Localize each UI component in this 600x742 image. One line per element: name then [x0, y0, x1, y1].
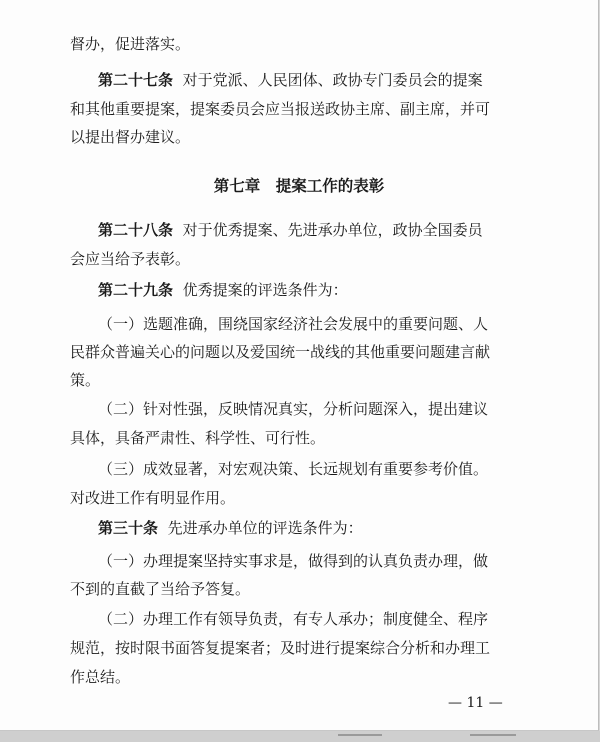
text-line: （三）成效显著，对宏观决策、长远规划有重要参考价值。 [98, 460, 489, 478]
page-number: — 11 — [448, 695, 503, 711]
text-line: 以提出督办建议。 [70, 128, 191, 146]
next-page-edge [0, 731, 600, 742]
text-line: 作总结。 [70, 668, 131, 686]
text-line: 督办，促进落实。 [70, 35, 191, 53]
text-line: 民群众普遍关心的问题以及爱国统一战线的其他重要问题建言献 [70, 343, 491, 361]
scan-artifact [470, 734, 516, 736]
text-line: （一）办理提案坚持实事求是，做得到的认真负责办理，做 [98, 552, 489, 570]
article-27-line [98, 70, 483, 90]
article-28-line [98, 220, 483, 240]
article-27-text: 对于党派、人民团体、政协专门委员会的提案 [182, 71, 483, 89]
text-line: （二）针对性强，反映情况真实，分析问题深入，提出建议 [98, 400, 489, 418]
text-line: 和其他重要提案，提案委员会应当报送政协主席、副主席，并可 [70, 100, 491, 118]
text-line: （一）选题准确，围绕国家经济社会发展中的重要问题、人 [98, 315, 489, 333]
text-line: 不到的直截了当给予答复。 [70, 580, 251, 598]
article-29-heading: 第二十九条 [98, 281, 174, 299]
text-line: （二）办理工作有领导负责，有专人承办；制度健全、程序 [98, 610, 489, 628]
article-29-text: 优秀提案的评选条件为： [182, 281, 348, 299]
text-line: 对改进工作有明显作用。 [70, 489, 236, 507]
text-line: 规范，按时限书面答复提案者；及时进行提案综合分析和办理工 [70, 639, 491, 657]
text-line: 策。 [70, 371, 101, 389]
article-27-heading: 第二十七条 [98, 71, 174, 89]
text-line: 具体，具备严肃性、科学性、可行性。 [70, 429, 326, 447]
article-30-text: 先进承办单位的评选条件为： [167, 519, 363, 537]
article-28-heading: 第二十八条 [98, 221, 174, 239]
article-30-line [98, 518, 363, 538]
chapter-title: 第七章 提案工作的表彰 [213, 176, 385, 195]
article-28-text: 对于优秀提案、先进承办单位，政协全国委员 [182, 221, 483, 239]
article-29-line [98, 280, 348, 300]
text-line: 会应当给予表彰。 [70, 250, 191, 268]
article-30-heading: 第三十条 [98, 519, 159, 537]
scan-artifact [338, 734, 382, 736]
